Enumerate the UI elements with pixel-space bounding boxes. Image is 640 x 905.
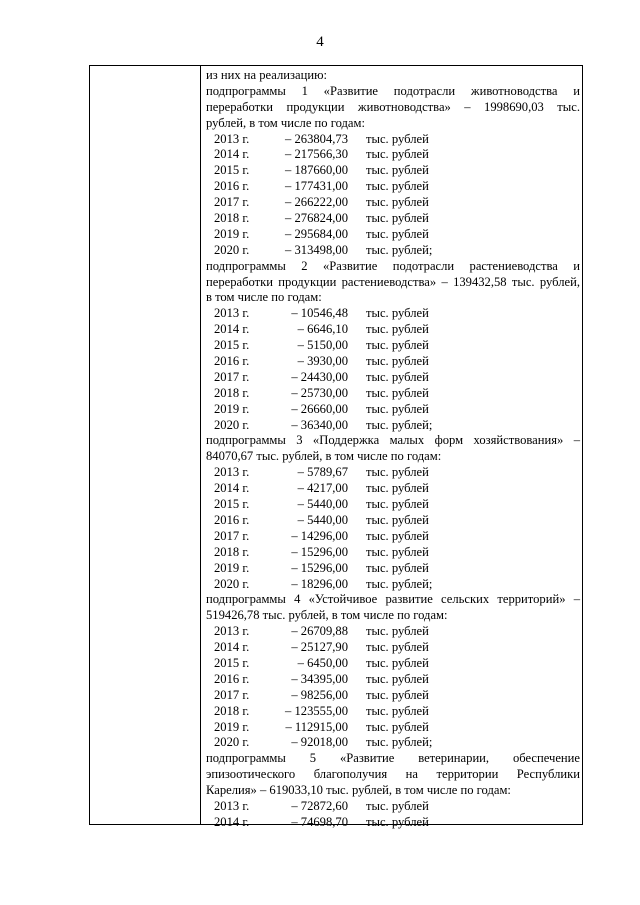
year-label: 2013 г. bbox=[214, 306, 250, 321]
unit-label: тыс. рублей bbox=[366, 163, 429, 178]
unit-label: тыс. рублей bbox=[366, 560, 429, 575]
year-label: 2017 г. bbox=[214, 369, 250, 384]
amount-value: – 177431,00 bbox=[285, 179, 348, 194]
year-amount-row bbox=[206, 624, 580, 640]
year-amount-row bbox=[206, 481, 580, 497]
year-label: 2014 г. bbox=[214, 814, 250, 829]
year-label: 2018 г. bbox=[214, 703, 250, 718]
year-label: 2016 г. bbox=[214, 671, 250, 686]
year-amount-row bbox=[206, 465, 580, 481]
amount-value: – 25127,90 bbox=[291, 640, 348, 655]
amount-value: – 74698,70 bbox=[291, 814, 348, 829]
unit-label: тыс. рублей bbox=[366, 814, 429, 829]
year-amount-row bbox=[206, 497, 580, 513]
unit-label: тыс. рублей bbox=[366, 544, 429, 559]
unit-label: тыс. рублей bbox=[366, 306, 429, 321]
year-amount-row bbox=[206, 402, 580, 418]
amount-value: – 72872,60 bbox=[291, 798, 348, 813]
year-amount-row bbox=[206, 704, 580, 720]
amount-value: – 112915,00 bbox=[285, 719, 348, 734]
year-label: 2013 г. bbox=[214, 624, 250, 639]
subprogram-block-1 bbox=[206, 84, 580, 259]
amount-value: – 313498,00 bbox=[285, 242, 348, 257]
amount-value: – 92018,00 bbox=[291, 735, 348, 750]
year-amount-row bbox=[206, 656, 580, 672]
year-label: 2018 г. bbox=[214, 544, 250, 559]
amount-value: – 26709,88 bbox=[291, 624, 348, 639]
year-amount-row bbox=[206, 338, 580, 354]
amount-value: – 10546,48 bbox=[291, 306, 348, 321]
year-amount-row bbox=[206, 354, 580, 370]
amount-value: – 5440,00 bbox=[297, 497, 348, 512]
amount-value: – 5440,00 bbox=[297, 512, 348, 527]
subprogram-block-5 bbox=[206, 751, 580, 830]
amount-value: – 15296,00 bbox=[291, 560, 348, 575]
amount-value: – 276824,00 bbox=[285, 211, 348, 226]
subprogram-heading-line: подпрограммы 5 «Развитие ветеринарии, обеспечение bbox=[206, 751, 580, 766]
year-label: 2020 г. bbox=[214, 242, 250, 257]
year-label: 2013 г. bbox=[214, 465, 250, 480]
unit-label: тыс. рублей bbox=[366, 624, 429, 639]
year-label: 2019 г. bbox=[214, 226, 250, 241]
amount-value: – 6646,10 bbox=[297, 322, 348, 337]
subprogram-heading-line: подпрограммы 2 «Развитие подотрасли растениеводства и bbox=[206, 258, 580, 273]
year-amount-row bbox=[206, 386, 580, 402]
year-amount-row bbox=[206, 577, 580, 593]
unit-label: тыс. рублей; bbox=[366, 576, 433, 591]
subprogram-block-4 bbox=[206, 592, 580, 751]
year-amount-row bbox=[206, 195, 580, 211]
page-number: 4 bbox=[316, 34, 324, 50]
unit-label: тыс. рублей bbox=[366, 687, 429, 702]
unit-label: тыс. рублей bbox=[366, 211, 429, 226]
subprogram-block-3 bbox=[206, 433, 580, 592]
unit-label: тыс. рублей bbox=[366, 497, 429, 512]
year-label: 2014 г. bbox=[214, 640, 250, 655]
subprogram-heading-line: переработки продукции растениеводства» – 139432,58 тыс. рублей, bbox=[206, 274, 580, 289]
year-amount-row bbox=[206, 735, 580, 751]
unit-label: тыс. рублей; bbox=[366, 735, 433, 750]
amount-value: – 36340,00 bbox=[291, 417, 348, 432]
unit-label: тыс. рублей bbox=[366, 640, 429, 655]
amount-value: – 18296,00 bbox=[291, 576, 348, 591]
amount-value: – 34395,00 bbox=[291, 671, 348, 686]
year-amount-row bbox=[206, 640, 580, 656]
year-label: 2019 г. bbox=[214, 719, 250, 734]
amount-value: – 217566,30 bbox=[285, 147, 348, 162]
year-amount-row bbox=[206, 799, 580, 815]
unit-label: тыс. рублей; bbox=[366, 242, 433, 257]
amount-value: – 15296,00 bbox=[291, 544, 348, 559]
year-label: 2017 г. bbox=[214, 528, 250, 543]
year-amount-row bbox=[206, 513, 580, 529]
year-amount-row bbox=[206, 418, 580, 434]
year-label: 2018 г. bbox=[214, 211, 250, 226]
year-amount-row bbox=[206, 815, 580, 831]
year-amount-row bbox=[206, 545, 580, 561]
year-label: 2016 г. bbox=[214, 354, 250, 369]
unit-label: тыс. рублей bbox=[366, 226, 429, 241]
year-label: 2016 г. bbox=[214, 512, 250, 527]
amount-value: – 98256,00 bbox=[291, 687, 348, 702]
year-label: 2015 г. bbox=[214, 655, 250, 670]
amount-value: – 266222,00 bbox=[285, 195, 348, 210]
column-divider bbox=[200, 65, 201, 825]
year-label: 2020 г. bbox=[214, 417, 250, 432]
year-label: 2015 г. bbox=[214, 497, 250, 512]
amount-value: – 26660,00 bbox=[291, 401, 348, 416]
intro-text: из них на реализацию: bbox=[206, 68, 327, 82]
unit-label: тыс. рублей bbox=[366, 195, 429, 210]
amount-value: – 3930,00 bbox=[297, 354, 348, 369]
year-label: 2015 г. bbox=[214, 163, 250, 178]
amount-value: – 25730,00 bbox=[291, 385, 348, 400]
amount-value: – 295684,00 bbox=[285, 226, 348, 241]
year-amount-row bbox=[206, 163, 580, 179]
year-label: 2017 г. bbox=[214, 687, 250, 702]
subprogram-heading-line: Карелия» – 619033,10 тыс. рублей, в том числе по годам: bbox=[206, 783, 511, 798]
year-label: 2019 г. bbox=[214, 401, 250, 416]
subprogram-block-2 bbox=[206, 259, 580, 434]
unit-label: тыс. рублей bbox=[366, 719, 429, 734]
unit-label: тыс. рублей bbox=[366, 528, 429, 543]
year-label: 2014 г. bbox=[214, 147, 250, 162]
subprogram-heading-line: переработки продукции животноводства» – 1998690,03 тыс. bbox=[206, 99, 580, 114]
year-label: 2013 г. bbox=[214, 798, 250, 813]
amount-value: – 24430,00 bbox=[291, 369, 348, 384]
table-content-cell bbox=[206, 68, 580, 831]
amount-value: – 4217,00 bbox=[297, 481, 348, 496]
year-amount-row bbox=[206, 306, 580, 322]
year-label: 2020 г. bbox=[214, 735, 250, 750]
amount-value: – 6450,00 bbox=[297, 655, 348, 670]
unit-label: тыс. рублей bbox=[366, 147, 429, 162]
amount-value: – 5789,67 bbox=[297, 465, 348, 480]
subprogram-heading-line: рублей, в том числе по годам: bbox=[206, 115, 365, 130]
subprogram-heading-line: подпрограммы 4 «Устойчивое развитие сельских территорий» – bbox=[206, 592, 580, 607]
year-label: 2020 г. bbox=[214, 576, 250, 591]
amount-value: – 263804,73 bbox=[285, 131, 348, 146]
year-amount-row bbox=[206, 370, 580, 386]
subprogram-heading-line: в том числе по годам: bbox=[206, 290, 322, 305]
unit-label: тыс. рублей bbox=[366, 798, 429, 813]
unit-label: тыс. рублей bbox=[366, 369, 429, 384]
year-label: 2017 г. bbox=[214, 195, 250, 210]
unit-label: тыс. рублей bbox=[366, 465, 429, 480]
unit-label: тыс. рублей bbox=[366, 322, 429, 337]
unit-label: тыс. рублей bbox=[366, 512, 429, 527]
unit-label: тыс. рублей bbox=[366, 354, 429, 369]
year-amount-row bbox=[206, 561, 580, 577]
year-amount-row bbox=[206, 322, 580, 338]
year-amount-row bbox=[206, 243, 580, 259]
unit-label: тыс. рублей bbox=[366, 655, 429, 670]
unit-label: тыс. рублей bbox=[366, 401, 429, 416]
subprogram-heading-line: 84070,67 тыс. рублей, в том числе по годам: bbox=[206, 449, 442, 464]
subprogram-heading-line: эпизоотического благополучия на территории Республики bbox=[206, 767, 580, 782]
year-label: 2014 г. bbox=[214, 481, 250, 496]
subprogram-heading-line: подпрограммы 3 «Поддержка малых форм хозяйствования» – bbox=[206, 433, 580, 448]
year-label: 2013 г. bbox=[214, 131, 250, 146]
amount-value: – 14296,00 bbox=[291, 528, 348, 543]
unit-label: тыс. рублей bbox=[366, 385, 429, 400]
unit-label: тыс. рублей bbox=[366, 671, 429, 686]
amount-value: – 123555,00 bbox=[285, 703, 348, 718]
year-amount-row bbox=[206, 688, 580, 704]
year-amount-row bbox=[206, 227, 580, 243]
year-amount-row bbox=[206, 672, 580, 688]
year-amount-row bbox=[206, 720, 580, 736]
amount-value: – 5150,00 bbox=[297, 338, 348, 353]
unit-label: тыс. рублей bbox=[366, 131, 429, 146]
unit-label: тыс. рублей bbox=[366, 179, 429, 194]
subprogram-heading-line: подпрограммы 1 «Развитие подотрасли животноводства и bbox=[206, 83, 580, 98]
year-amount-row bbox=[206, 211, 580, 227]
subprogram-heading-line: 519426,78 тыс. рублей, в том числе по годам: bbox=[206, 608, 448, 623]
year-label: 2018 г. bbox=[214, 385, 250, 400]
year-amount-row bbox=[206, 179, 580, 195]
year-label: 2015 г. bbox=[214, 338, 250, 353]
unit-label: тыс. рублей; bbox=[366, 417, 433, 432]
unit-label: тыс. рублей bbox=[366, 703, 429, 718]
year-label: 2016 г. bbox=[214, 179, 250, 194]
year-amount-row bbox=[206, 147, 580, 163]
year-label: 2014 г. bbox=[214, 322, 250, 337]
unit-label: тыс. рублей bbox=[366, 481, 429, 496]
year-amount-row bbox=[206, 132, 580, 148]
year-amount-row bbox=[206, 529, 580, 545]
year-label: 2019 г. bbox=[214, 560, 250, 575]
unit-label: тыс. рублей bbox=[366, 338, 429, 353]
amount-value: – 187660,00 bbox=[285, 163, 348, 178]
